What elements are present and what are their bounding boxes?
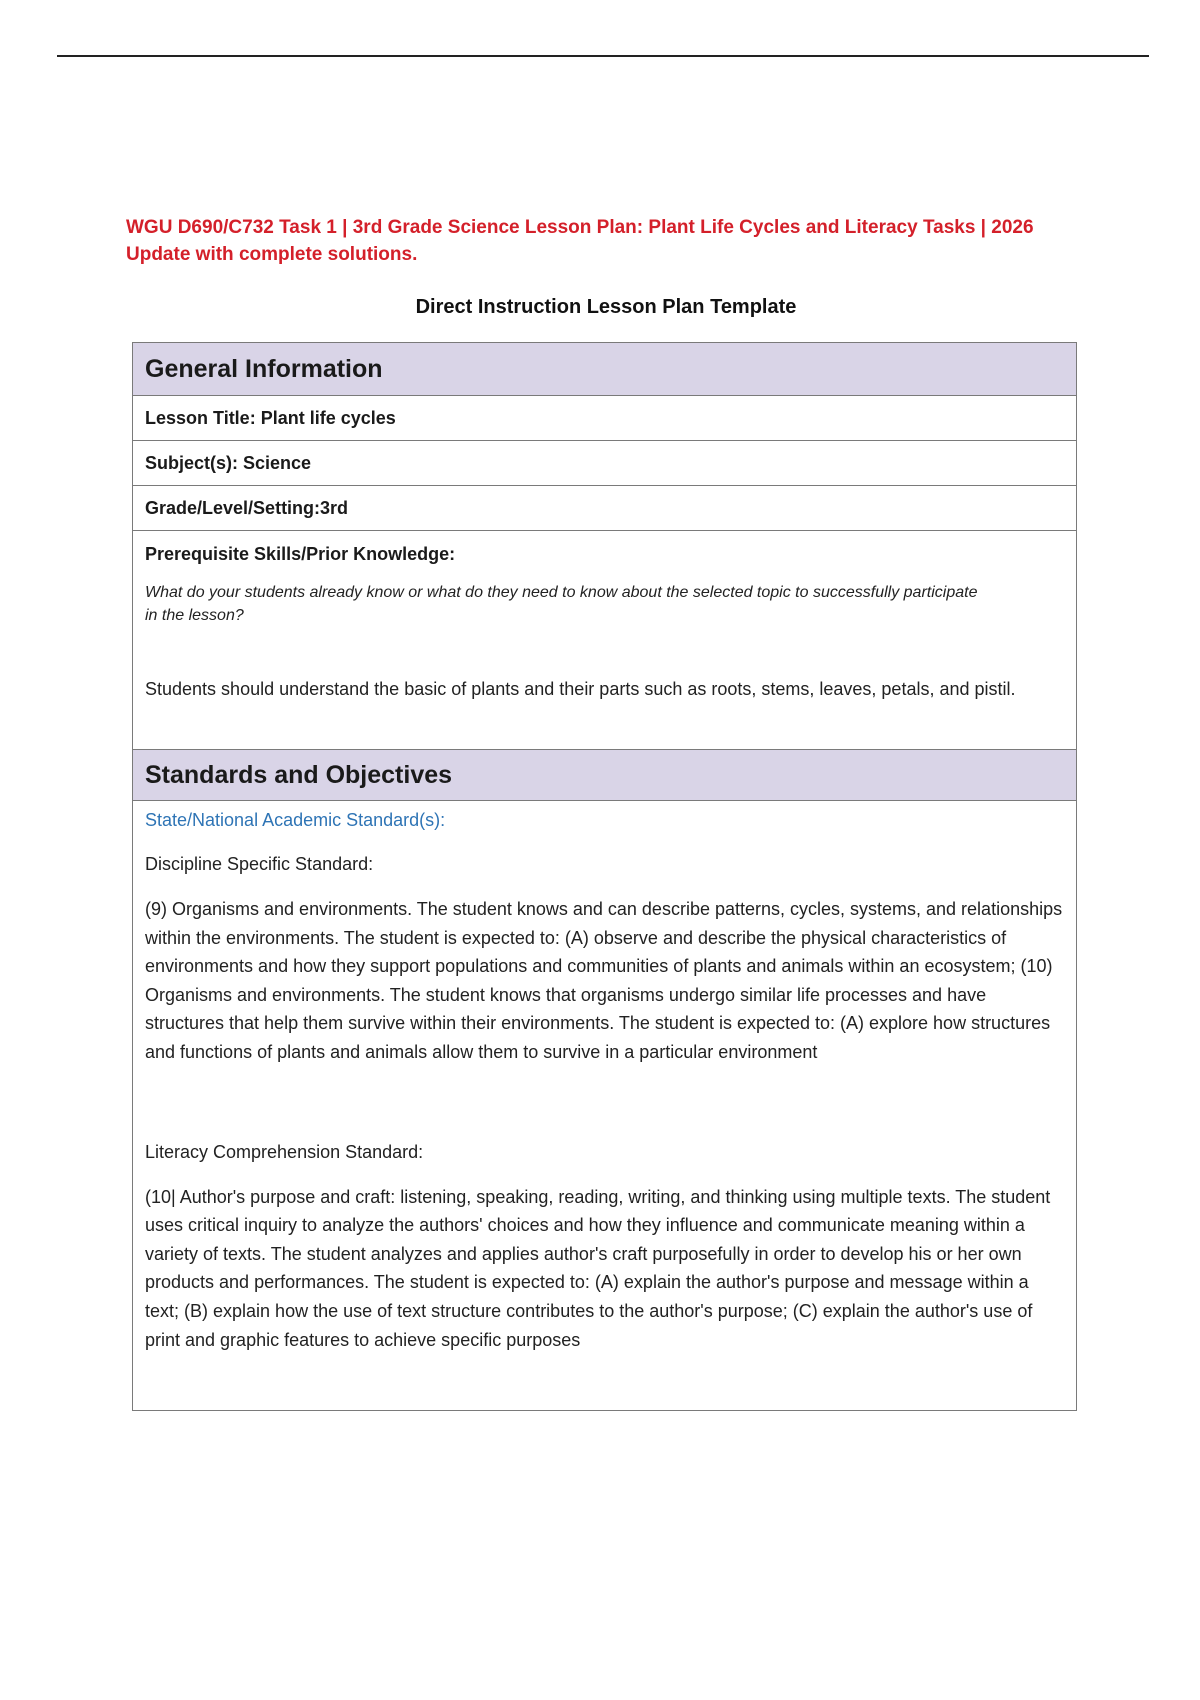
grade-row: Grade/Level/Setting:3rd xyxy=(133,486,1076,531)
subjects-row: Subject(s): Science xyxy=(133,441,1076,486)
discipline-standard-label: Discipline Specific Standard: xyxy=(145,854,374,874)
discipline-standard-text: (9) Organisms and environments. The student knows and can describe patterns, cycles, systems, and relationships within the environments. The student is expected to: (A) observe and describe the physical characteristics of environments and how they support populations and communities of plants and animals within an ecosystem; (10) Organisms and environments. The student knows that organisms undergo similar life processes and have structures that help them survive within their environments. The student is expected to: (A) explore how structures and functions of plants and animals allow them to survive in a particular environment xyxy=(145,899,1063,1062)
prerequisite-answer: Students should understand the basic of plants and their parts such as roots, stems, leaves, petals, and pistil. xyxy=(145,679,1016,699)
prerequisite-section xyxy=(133,531,1076,749)
prerequisite-prompt: What do your students already know or what do they need to know about the selected topic to successfully participate in the lesson? xyxy=(145,584,978,624)
prerequisite-label: Prerequisite Skills/Prior Knowledge: xyxy=(145,544,456,564)
template-title: Direct Instruction Lesson Plan Template xyxy=(415,296,797,318)
header-rule xyxy=(57,55,1149,57)
standards-section xyxy=(133,801,1076,1410)
lesson-title-row: Lesson Title: Plant life cycles xyxy=(133,396,1076,441)
literacy-standard-label: Literacy Comprehension Standard: xyxy=(145,1141,424,1162)
literacy-standard-text: (10| Author's purpose and craft: listening, speaking, reading, writing, and thinking using multiple texts. The student uses critical inquiry to analyze the authors' choices and how they influence and communicate meaning within a variety of texts. The student analyzes and applies author's craft purposefully in order to develop his or her own products and performances. The student is expected to: (A) explain the author's purpose and message within a text; (B) explain how the use of text structure contributes to the author's purpose; (C) explain the author's use of print and graphic features to achieve specific purposes xyxy=(145,1186,1051,1350)
general-information-heading: General Information xyxy=(133,343,1076,396)
document-title: WGU D690/C732 Task 1 | 3rd Grade Science Lesson Plan: Plant Life Cycles and Literacy Tasks | 2026 Update with complete solutions. xyxy=(126,217,1034,265)
standards-objectives-heading: Standards and Objectives xyxy=(133,749,1076,801)
state-standards-label: State/National Academic Standard(s): xyxy=(145,810,446,830)
lesson-plan-table xyxy=(132,342,1077,1411)
